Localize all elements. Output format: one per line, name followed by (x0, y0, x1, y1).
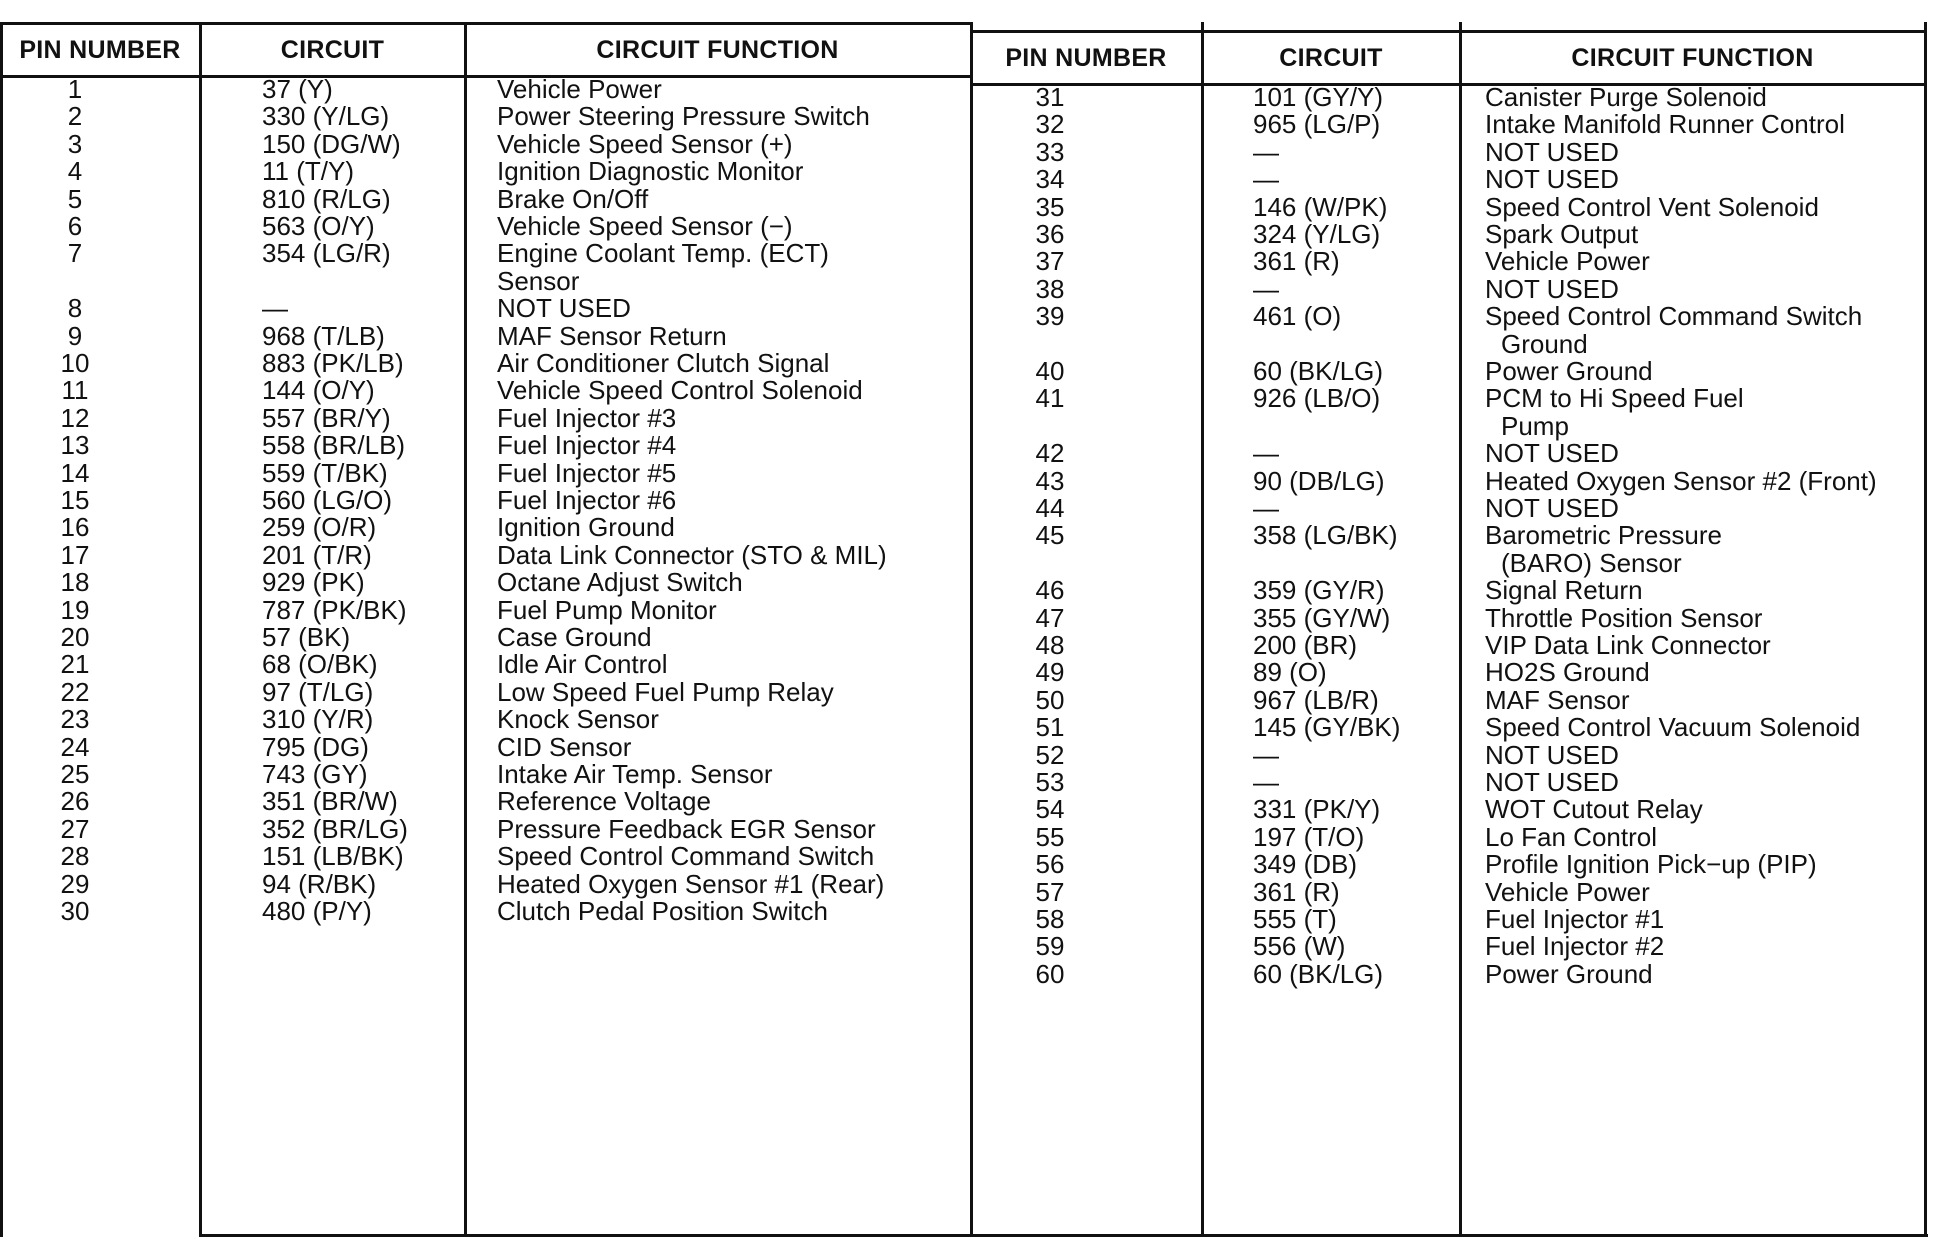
circuit-code: — (1253, 438, 1279, 469)
circuit-function: Vehicle Power (1485, 246, 1650, 277)
circuit-function: Throttle Position Sensor (1485, 602, 1763, 633)
circuit-code: 558 (BR/LB) (262, 430, 406, 461)
pin-number: 9 (67, 320, 83, 351)
pin-number: 42 (1035, 438, 1065, 469)
circuit-code: 351 (BR/W) (262, 786, 398, 817)
circuit-code: 557 (BR/Y) (262, 402, 391, 433)
circuit-code: 560 (LG/O) (262, 485, 393, 515)
circuit-function: Barometric Pressure (1485, 520, 1722, 551)
pin-number: 21 (60, 649, 90, 680)
right-border (1924, 22, 1927, 1237)
circuit-function: Profile Ignition Pick−up (PIP) (1485, 849, 1817, 880)
header-circuit: CIRCUIT (200, 22, 465, 78)
circuit-function: Ignition Diagnostic Monitor (497, 156, 804, 187)
header-circuit: CIRCUIT (1202, 30, 1460, 86)
pin-number: 5 (67, 183, 83, 214)
pin-number: 32 (1035, 109, 1065, 140)
circuit-function: Fuel Injector #2 (1485, 931, 1665, 962)
pin-number: 22 (60, 676, 90, 707)
circuit-function: Fuel Injector #6 (497, 485, 677, 515)
circuit-code: 146 (W/PK) (1253, 191, 1388, 222)
pin-number: 31 (1035, 82, 1065, 112)
pin-number: 43 (1035, 465, 1065, 496)
circuit-function: Fuel Pump Monitor (497, 594, 717, 625)
pin-number: 2 (67, 101, 83, 132)
circuit-code: 361 (R) (1253, 246, 1340, 277)
circuit-function: Speed Control Command Switch (497, 841, 875, 872)
pin-number: 45 (1035, 520, 1065, 551)
divider (464, 22, 467, 1237)
pin-number: 24 (60, 731, 90, 762)
circuit-code: 259 (O/R) (262, 512, 377, 543)
circuit-code: 57 (BK) (262, 622, 351, 652)
pin-number: 20 (60, 622, 90, 652)
circuit-code: 556 (W) (1253, 931, 1346, 962)
pin-number: 49 (1035, 657, 1065, 688)
circuit-function: Clutch Pedal Position Switch (497, 896, 828, 926)
pin-number: 51 (1035, 712, 1065, 743)
pin-number: 36 (1035, 219, 1065, 249)
circuit-function: Speed Control Vent Solenoid (1485, 191, 1819, 222)
circuit-code: 90 (DB/LG) (1253, 465, 1385, 496)
circuit-code: — (1253, 493, 1279, 523)
circuit-function-continued: Pump (1501, 410, 1569, 441)
divider (1201, 22, 1204, 1237)
pin-number: 52 (1035, 739, 1065, 770)
pin-number: 12 (60, 402, 90, 433)
circuit-code: 352 (BR/LG) (262, 813, 408, 844)
circuit-function: Low Speed Fuel Pump Relay (497, 676, 834, 707)
circuit-function: Intake Manifold Runner Control (1485, 109, 1845, 140)
pin-number: 44 (1035, 493, 1065, 523)
circuit-code: 200 (BR) (1253, 630, 1358, 660)
pin-number: 18 (60, 567, 90, 598)
circuit-code: — (262, 293, 288, 324)
circuit-code: 743 (GY) (262, 759, 368, 789)
circuit-code: 151 (LB/BK) (262, 841, 404, 872)
circuit-code: 144 (O/Y) (262, 375, 375, 406)
pin-number: 54 (1035, 794, 1065, 825)
circuit-function: Lo Fan Control (1485, 821, 1657, 852)
circuit-code: 37 (Y) (262, 74, 333, 104)
circuit-function: Vehicle Power (497, 74, 662, 104)
circuit-code: 310 (Y/R) (262, 704, 374, 735)
pin-number: 6 (67, 211, 83, 241)
pin-number: 47 (1035, 602, 1065, 633)
circuit-code: 968 (T/LB) (262, 320, 385, 351)
divider (199, 22, 202, 1237)
pin-number: 4 (67, 156, 83, 187)
circuit-function: Spark Output (1485, 219, 1639, 249)
circuit-code: 60 (BK/LG) (1253, 958, 1384, 989)
circuit-function: Power Steering Pressure Switch (497, 101, 870, 132)
circuit-code: 145 (GY/BK) (1253, 712, 1401, 743)
circuit-function: Vehicle Speed Sensor (+) (497, 128, 793, 159)
circuit-function: VIP Data Link Connector (1485, 630, 1771, 660)
circuit-code: 883 (PK/LB) (262, 348, 404, 378)
pin-number: 7 (67, 238, 83, 269)
circuit-code: 150 (DG/W) (262, 128, 401, 159)
circuit-code: 967 (LB/R) (1253, 684, 1379, 715)
circuit-function: Heated Oxygen Sensor #2 (Front) (1485, 465, 1877, 496)
circuit-code: 965 (LG/P) (1253, 109, 1381, 140)
pin-number: 60 (1035, 958, 1065, 989)
pin-number: 46 (1035, 575, 1065, 606)
circuit-code: 926 (LB/O) (1253, 383, 1381, 414)
circuit-code: 461 (O) (1253, 301, 1342, 332)
circuit-function: Air Conditioner Clutch Signal (497, 348, 830, 378)
circuit-code: 787 (PK/BK) (262, 594, 407, 625)
circuit-function: Power Ground (1485, 356, 1653, 386)
circuit-code: 101 (GY/Y) (1253, 82, 1384, 112)
pin-number: 19 (60, 594, 90, 625)
circuit-function: Fuel Injector #1 (1485, 904, 1665, 934)
circuit-function: Engine Coolant Temp. (ECT) (497, 238, 829, 269)
circuit-function: NOT USED (1485, 767, 1619, 797)
pin-number: 8 (67, 293, 83, 324)
circuit-code: 197 (T/O) (1253, 821, 1365, 852)
left-border (0, 22, 3, 1237)
circuit-code: 355 (GY/W) (1253, 602, 1391, 633)
pin-number: 48 (1035, 630, 1065, 660)
circuit-code: — (1253, 164, 1279, 195)
pin-number: 55 (1035, 821, 1065, 852)
circuit-function: WOT Cutout Relay (1485, 794, 1703, 825)
circuit-code: 349 (DB) (1253, 849, 1358, 880)
circuit-function-continued: (BARO) Sensor (1501, 547, 1682, 578)
circuit-function: NOT USED (1485, 438, 1619, 469)
circuit-code: 559 (T/BK) (262, 457, 388, 488)
circuit-code: 795 (DG) (262, 731, 369, 762)
circuit-function: Canister Purge Solenoid (1485, 82, 1767, 112)
pin-number: 58 (1035, 904, 1065, 934)
pin-number: 35 (1035, 191, 1065, 222)
circuit-function: Heated Oxygen Sensor #1 (Rear) (497, 868, 885, 899)
pin-number: 30 (60, 896, 90, 926)
circuit-code: 563 (O/Y) (262, 211, 375, 241)
pin-number: 56 (1035, 849, 1065, 880)
circuit-code: 929 (PK) (262, 567, 365, 598)
pin-number: 11 (61, 375, 89, 406)
pin-number: 33 (1035, 136, 1065, 167)
pin-number: 27 (60, 813, 90, 844)
circuit-code: 68 (O/BK) (262, 649, 378, 680)
pin-number: 37 (1035, 246, 1065, 277)
pin-number: 23 (60, 704, 90, 735)
circuit-function: Knock Sensor (497, 704, 659, 735)
circuit-code: 354 (LG/R) (262, 238, 391, 269)
pin-number: 14 (60, 457, 90, 488)
circuit-function: Brake On/Off (497, 183, 649, 214)
circuit-code: 361 (R) (1253, 876, 1340, 907)
circuit-function: Speed Control Command Switch (1485, 301, 1863, 332)
circuit-function: PCM to Hi Speed Fuel (1485, 383, 1744, 414)
circuit-function: Intake Air Temp. Sensor (497, 759, 773, 789)
pin-number: 16 (60, 512, 90, 543)
circuit-function: Octane Adjust Switch (497, 567, 743, 598)
pin-number: 38 (1035, 273, 1065, 304)
circuit-code: 11 (T/Y) (262, 156, 354, 187)
pin-number: 53 (1035, 767, 1065, 797)
circuit-function: NOT USED (1485, 739, 1619, 770)
pin-number: 17 (60, 539, 90, 570)
circuit-function: Power Ground (1485, 958, 1653, 989)
circuit-function: Idle Air Control (497, 649, 668, 680)
circuit-function: Vehicle Power (1485, 876, 1650, 907)
circuit-function: NOT USED (1485, 493, 1619, 523)
circuit-function: NOT USED (497, 293, 631, 324)
header-circuit-function: CIRCUIT FUNCTION (1460, 30, 1925, 86)
circuit-function: Fuel Injector #4 (497, 430, 677, 461)
right-pin-table (970, 22, 1928, 1237)
pin-number: 39 (1035, 301, 1065, 332)
pin-number: 1 (67, 74, 83, 104)
circuit-code: 480 (P/Y) (262, 896, 372, 926)
circuit-function: Fuel Injector #3 (497, 402, 677, 433)
circuit-code: 97 (T/LG) (262, 676, 374, 707)
bottom-rule (200, 1234, 1928, 1237)
pin-number: 29 (60, 868, 90, 899)
circuit-code: 94 (R/BK) (262, 868, 377, 899)
pin-number: 40 (1035, 356, 1065, 386)
circuit-function: Fuel Injector #5 (497, 457, 677, 488)
left-pin-table (0, 22, 970, 1237)
circuit-function: MAF Sensor Return (497, 320, 727, 351)
circuit-function: Data Link Connector (STO & MIL) (497, 539, 887, 570)
circuit-function: Case Ground (497, 622, 652, 652)
circuit-code: 331 (PK/Y) (1253, 794, 1381, 825)
pin-number: 13 (60, 430, 90, 461)
pin-number: 59 (1035, 931, 1065, 962)
circuit-function: HO2S Ground (1485, 657, 1650, 688)
circuit-code: — (1253, 767, 1279, 797)
circuit-code: 324 (Y/LG) (1253, 219, 1381, 249)
pin-number: 34 (1035, 164, 1065, 195)
pin-number: 15 (60, 485, 90, 515)
header-pin-number: PIN NUMBER (970, 30, 1202, 86)
pin-number: 25 (60, 759, 90, 789)
circuit-code: 555 (T) (1253, 904, 1337, 934)
circuit-function: Pressure Feedback EGR Sensor (497, 813, 876, 844)
circuit-function: NOT USED (1485, 164, 1619, 195)
circuit-code: 358 (LG/BK) (1253, 520, 1398, 551)
circuit-function: Ignition Ground (497, 512, 675, 543)
pin-number: 41 (1035, 383, 1065, 414)
circuit-function: Reference Voltage (497, 786, 711, 817)
pin-number: 50 (1035, 684, 1065, 715)
circuit-function: Vehicle Speed Control Solenoid (497, 375, 863, 406)
circuit-code: — (1253, 273, 1279, 304)
circuit-function: NOT USED (1485, 273, 1619, 304)
circuit-code: 810 (R/LG) (262, 183, 391, 214)
header-circuit-function: CIRCUIT FUNCTION (465, 22, 970, 78)
circuit-code: 60 (BK/LG) (1253, 356, 1384, 386)
circuit-function: Speed Control Vacuum Solenoid (1485, 712, 1861, 743)
divider (1459, 22, 1462, 1237)
circuit-code: 359 (GY/R) (1253, 575, 1385, 606)
pin-number: 28 (60, 841, 90, 872)
circuit-function: MAF Sensor (1485, 684, 1630, 715)
pin-number: 26 (60, 786, 90, 817)
circuit-function: CID Sensor (497, 731, 632, 762)
circuit-code: 201 (T/R) (262, 539, 372, 570)
circuit-function: Signal Return (1485, 575, 1643, 606)
pin-number: 57 (1035, 876, 1065, 907)
circuit-function-continued: Ground (1501, 328, 1588, 359)
circuit-function: NOT USED (1485, 136, 1619, 167)
circuit-function: Vehicle Speed Sensor (−) (497, 211, 793, 241)
circuit-function-continued: Sensor (497, 265, 580, 296)
pin-number: 3 (67, 128, 83, 159)
circuit-code: — (1253, 136, 1279, 167)
pinout-sheet (0, 22, 1928, 1237)
circuit-code: 89 (O) (1253, 657, 1327, 688)
circuit-code: 330 (Y/LG) (262, 101, 390, 132)
header-pin-number: PIN NUMBER (0, 22, 200, 78)
pin-number: 10 (60, 348, 90, 378)
circuit-code: — (1253, 739, 1279, 770)
